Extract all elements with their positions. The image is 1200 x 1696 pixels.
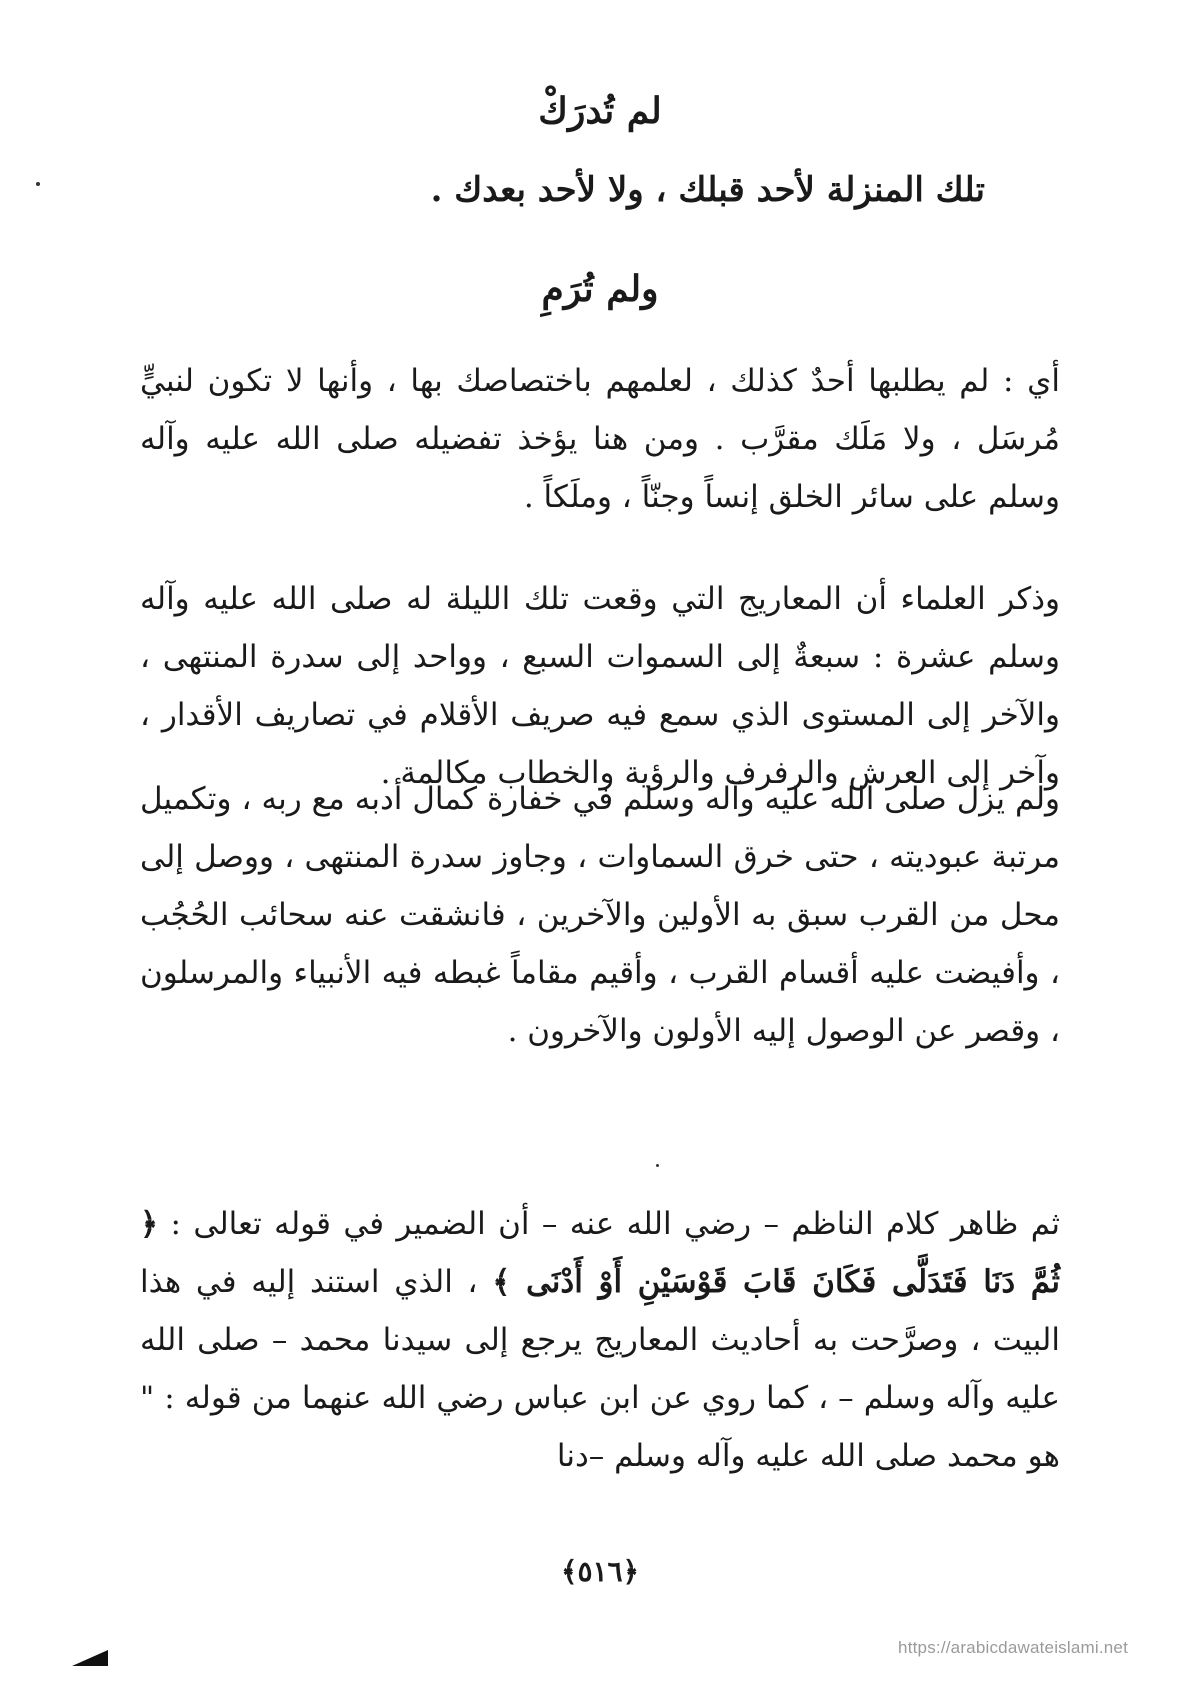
poem-verse-line: ولم تُرَمِ (541, 268, 659, 310)
page-corner-mark (72, 1650, 108, 1666)
poem-verse-line: تلك المنزلة لأحد قبلك ، ولا لأحد بعدك . (430, 170, 985, 210)
scan-speck (36, 182, 40, 186)
poem-verse-line: لم تُدرَكْ (538, 90, 662, 132)
quran-verse-quote: ﴿ ثُمَّ دَنَا فَتَدَلَّى فَكَانَ قَابَ قَوْسَيْنِ أَوْ أَدْنَى ﴾ (140, 1206, 1060, 1300)
commentary-paragraph: ولم يزل صلى الله عليه وآله وسلم في خفارة كمال أدبه مع ربه ، وتكميل مرتبة عبوديته ، حتى خرق السماوات ، وجاوز سدرة المنتهى ، ووصل إلى محل من القرب سبق به الأولين والآخرين ، فانشقت عنه سحائب الحُجُب ، وأفيضت عليه أقسام القرب ، وأقيم مقاماً غبطه فيه الأنبياء والمرسلون ، وقصر عن الوصول إليه الأولون والآخرون . (140, 781, 1060, 1049)
commentary-paragraph: وذكر العلماء أن المعاريج التي وقعت تلك الليلة له صلى الله عليه وآله وسلم عشرة : سبعةٌ إلى السموات السبع ، وواحد إلى سدرة المنتهى ، والآخر إلى المستوى الذي سمع فيه صريف الأقلام في تصاريف الأقدار ، وآخر إلى العرش والرفرف والرؤية والخطاب مكالمة . (140, 581, 1060, 791)
scan-speck (656, 1164, 659, 1167)
paragraph-text: ، الذي استند إليه في هذا البيت ، وصرَّحت به أحاديث المعاريج يرجع إلى سيدنا محمد – صلى الله عليه وآله وسلم – ، كما روي عن ابن عباس رضي الله عنهما من قوله : " هو محمد صلى الله عليه وآله وسلم –دنا (140, 1264, 1060, 1474)
page-number: ﴿٥١٦﴾ (561, 1555, 639, 1588)
paragraph-text: ثم ظاهر كلام الناظم – رضي الله عنه – أن الضمير في قوله تعالى : (158, 1206, 1060, 1242)
commentary-paragraph (140, 1195, 1060, 1485)
source-watermark-link[interactable]: https://arabicdawateislami.net (898, 1638, 1128, 1657)
commentary-paragraph: أي : لم يطلبها أحدٌ كذلك ، لعلمهم باختصاصك بها ، وأنها لا تكون لنبيٍّ مُرسَل ، ولا مَلَك مقرَّب . ومن هنا يؤخذ تفضيله صلى الله عليه وآله وسلم على سائر الخلق إنساً وجنّاً ، وملَكاً . (140, 363, 1060, 515)
